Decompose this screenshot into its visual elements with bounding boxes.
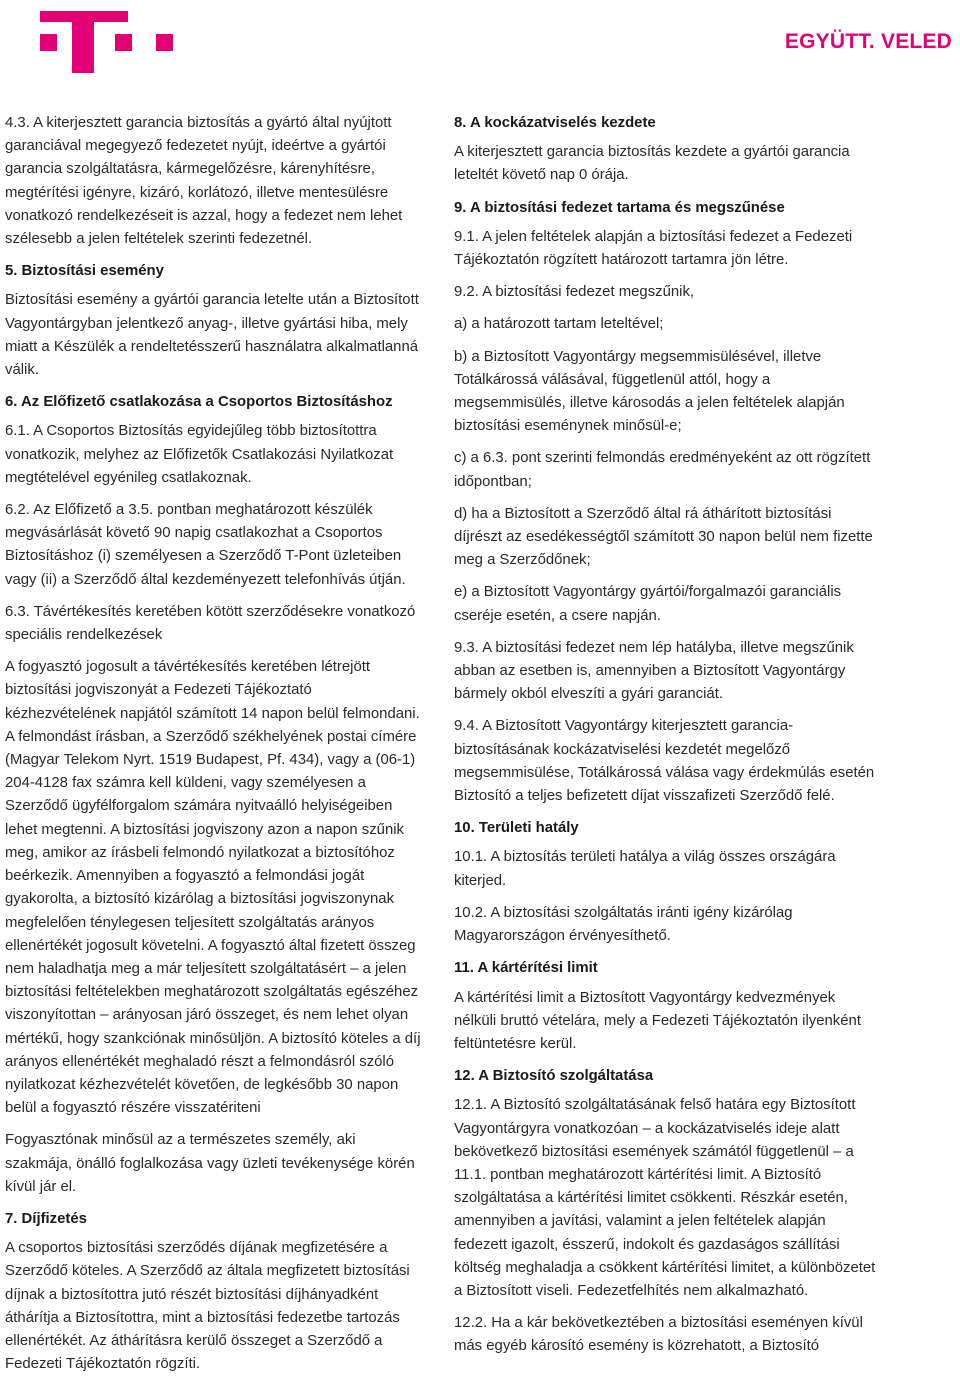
paragraph-right-5: a) a határozott tartam leteltével; [454,316,664,333]
paragraph-left-5: 6.2. Az Előfizető a 3.5. pontban meghatározott készülék megvásárlását követő 90 napig csatlakozhat a Csoportos Biztosításhoz (i) személyesen a Szerződő T-Pont üzleteiben vagy (ii) a Szerződő által kezdeményezett telefonhívás útján. [5,502,406,588]
left-column [5,112,425,1385]
paragraph-right-4: 9.2. A biztosítási fedezet megszűnik, [454,284,695,301]
paragraph-right-1: A kiterjesztett garancia biztosítás kezdete a gyártói garancia leteltét követő nap 0 órája. [454,144,850,184]
logo-square-left [40,34,57,51]
page-header [0,0,960,90]
brand-slogan: EGYÜTT. VELED [784,30,952,53]
logo-square-middle [115,34,132,51]
paragraph-right-14: 10.2. A biztosítási szolgáltatás iránti igény kizárólag Magyarországon érvényesíthető. [454,904,793,945]
paragraph-right-8: d) ha a Biztosított a Szerződő által rá áthárított biztosítási díjrészt az esedékességtől számított 30 napon belül nem fizette meg a Szerződőnek; [454,505,873,569]
section-heading-right-17: 12. A Biztosító szolgáltatása [454,1068,654,1085]
logo-square-right [156,34,173,51]
section-heading-left-9: 7. Díjfizetés [5,1210,87,1227]
paragraph-left-6: 6.3. Távértékesítés keretében kötött szerződésekre vonatkozó speciális rendelkezések [5,603,416,644]
paragraph-right-9: e) a Biztosított Vagyontárgy gyártói/forgalmazói garanciális cseréje esetén, a csere napján. [454,584,842,624]
section-heading-right-15: 11. A kártérítési limit [454,960,598,977]
logo-t-stem [72,11,94,73]
paragraph-left-0: 4.3. A kiterjesztett garancia biztosítás a gyártó által nyújtott garanciával megegyező fedezetet nyújt, ideértve a gyártói garancia szolgáltatásra, kármegelőzésre, kárenyhítésre, megtérítési igényre, kizáró, korlátozó, illetve mentesülésre vonatkozó rendelkezéseit is azzal, hogy a fedezet nem lehet szélesebb a jelen feltételek szerinti fedezetnél. [5,115,403,248]
paragraph-right-18: 12.1. A Biztosító szolgáltatásának felső határa egy Biztosított Vagyontárgyra vonatkozóan – a kockázatviselés ideje alatt bekövetkező biztosítási események számától függetlenül – a 11.1. pontban meghatározott kártérítési limit. A Biztosító szolgáltatása a kártérítési limitet csökkenti. Részkár esetén, amennyiben a javítási, valamint a jelen feltételek alapján fedezett igazolt, ésszerű, indokolt és gazdaságos szállítási költség meghaladja a csökkent kártérítési limitet, a különbözetet a Biztosított viseli. Fedezetfelhítés nem alkalmazható. [454,1097,876,1299]
paragraph-left-2: Biztosítási esemény a gyártói garancia letelte után a Biztosított Vagyontárgyban jelentkező anyag-, illetve gyártási hiba, mely miatt a Készülék a rendeltetésszerű használatra alkalmatlanná válik. [5,292,419,379]
paragraph-right-19: 12.2. Ha a kár bekövetkeztében a biztosítási eseményen kívül más egyéb károsító esemény is közrehatott, a Biztosító [454,1315,863,1355]
section-heading-right-0: 8. A kockázatviselés kezdete [454,115,656,131]
paragraph-right-6: b) a Biztosított Vagyontárgy megsemmisülésével, illetve Totálkárossá válásával, függetlenül attól, hogy a megsemmisülés, illetve károsodás a jelen feltételek alapján biztosítási eseménynek minősül-e; [454,348,845,435]
section-heading-right-12: 10. Területi hatály [454,820,579,837]
paragraph-left-10: A csoportos biztosítási szerződés díjának megfizetésére a Szerződő köteles. A Szerződő az általa megfizetett biztosítási díjnak a biztosítottra jutó részét biztosítási díjhányadként áthárítja a Biztosítottra, mint a biztosítási fedezetbe tartozás ellenértékét. Az áthárításra kerülő összeget a Szerződő a Fedezeti Tájékoztatón rögzíti. [5,1240,410,1373]
paragraph-left-7: A fogyasztó jogosult a távértékesítés keretében létrejött biztosítási jogviszonyát a Fedezeti Tájékoztató kézhezvételének napjától számított 14 napon belül felmondani. A felmondást írásban, a Szerződő székhelyének postai címére (Magyar Telekom Nyrt. 1519 Budapest, Pf. 434), vagy a (06-1) 204-4128 fax számra kell küldeni, vagy személyesen a Szerződő ügyfélforgalom számára nyitvaálló helyiségeiben lehet megtenni. A biztosítási jogviszony azon a napon szűnik meg, amikor az írásbeli felmondó nyilatkozat a biztosítóhoz beérkezik. Amennyiben a fogyasztó a felmondási jogát gyakorolta, a biztosító kizárólag a biztosítási jogviszonynak megfelelően ténylegesen teljesített szolgáltatás arányos ellenértékét jogosult követelni. A fogyasztó által fizetett összeg nem haladhatja meg a már teljesített szolgáltatásért – a jelen biztosítási feltételekben meghatározott szolgáltatás egészéhez viszonyítottan – arányosan járó összeget, és nem lehet olyan mértékű, hogy szankciónak minősüljön. A biztosító köteles a díj arányos ellenértékét meghaladó részt a felmondásról szóló nyilatkozat kézhezvételét követően, de legkésőbb 30 napon belül a fogyasztó részére visszatériteni [5,659,421,1117]
paragraph-right-13: 10.1. A biztosítás területi hatálya a világ összes országára kiterjed. [454,849,836,889]
section-heading-left-3: 6. Az Előfizető csatlakozása a Csoportos Biztosításhoz [5,394,393,411]
paragraph-left-4: 6.1. A Csoportos Biztosítás egyidejűleg több biztosítottra vonatkozik, melyhez az Előfizetők Csatlakozási Nyilatkozat megtételével egyénileg csatlakoznak. [5,423,394,486]
paragraph-right-3: 9.1. A jelen feltételek alapján a biztosítási fedezet a Fedezeti Tájékoztatón rögzített határozott tartamra jön létre. [454,228,853,269]
paragraph-left-8: Fogyasztónak minősül az a természetes személy, aki szakmája, önálló foglalkozása vagy üzleti tevékenysége körén kívül jár el. [5,1132,415,1195]
section-heading-right-2: 9. A biztosítási fedezet tartama és megszűnése [454,199,785,216]
section-heading-left-1: 5. Biztosítási esemény [5,263,164,280]
paragraph-right-16: A kártérítési limit a Biztosított Vagyontárgy kedvezmények nélküli bruttó vételára, mely a Fedezeti Tájékoztatón ilyenként feltüntetésre kerül. [454,989,861,1052]
paragraph-right-7: c) a 6.3. pont szerinti felmondás eredményeként az ott rögzített időpontban; [454,450,871,490]
paragraph-right-10: 9.3. A biztosítási fedezet nem lép hatályba, illetve megszűnik abban az esetben is, amennyiben a Biztosított Vagyontárgy bármely okból elveszíti a gyári garanciát. [454,639,854,703]
right-column [454,112,879,1368]
paragraph-right-11: 9.4. A Biztosított Vagyontárgy kiterjesztett garancia-biztosításának kockázatviselési kezdetét megelőző megsemmisülése, Totálkárossá válása vagy érdekmúlás esetén Biztosító a teljes befizetett díjat visszafizeti Szerződő felé. [454,718,875,805]
telekom-logo [40,6,180,68]
